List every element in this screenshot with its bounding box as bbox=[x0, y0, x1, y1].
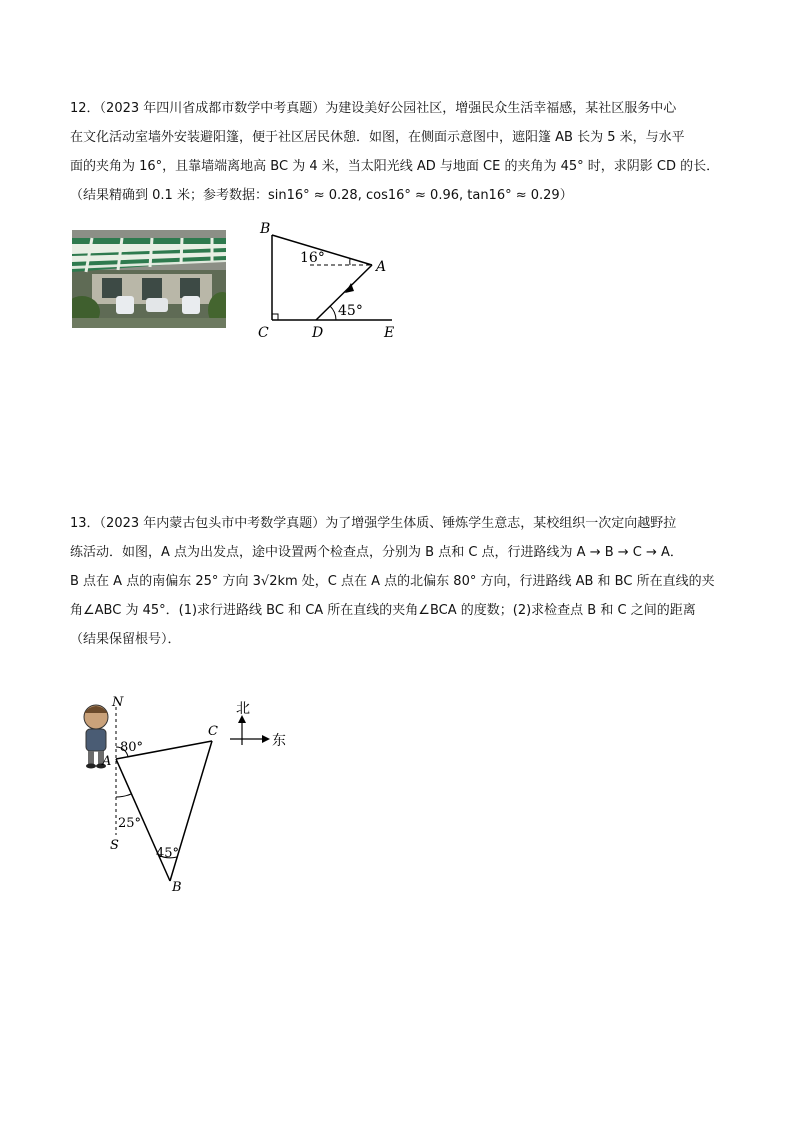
angle-80-label: 80° bbox=[120, 740, 144, 755]
q13-line-5: （结果保留根号）． bbox=[70, 632, 181, 647]
compass-north-label: 北 bbox=[236, 701, 250, 717]
question-12 bbox=[70, 94, 730, 210]
compass-east-label: 东 bbox=[272, 733, 286, 749]
awning-side-view-diagram bbox=[250, 215, 410, 345]
angle-45-label: 45° bbox=[338, 303, 363, 319]
q12-line-1: 12．（2023 年四川省成都市数学中考真题）为建设美好公园社区，增强民众生活幸福感，某社区服务中心 bbox=[70, 101, 677, 116]
q13-line-2: 练活动．如图，A 点为出发点，途中设置两个检查点，分别为 B 点和 C 点，行进路线为 A → B → C → A． bbox=[70, 545, 683, 560]
q12-line-2: 在文化活动室墙外安装避阳篷，便于社区居民休憩．如图，在侧面示意图中，遮阳篷 AB 长为 5 米，与水平 bbox=[70, 130, 685, 145]
question-13 bbox=[70, 509, 730, 654]
label-S: S bbox=[110, 838, 119, 853]
label-A: A bbox=[376, 259, 387, 275]
label-N: N bbox=[112, 695, 124, 710]
angle-25-label: 25° bbox=[118, 816, 142, 831]
label-B: B bbox=[260, 221, 271, 237]
q13-line-4: 角∠ABC 为 45°．(1)求行进路线 BC 和 CA 所在直线的夹角∠BCA 的度数；(2)求检查点 B 和 C 之间的距离 bbox=[70, 603, 696, 618]
awning-photo-illustration bbox=[72, 230, 226, 328]
label-D: D bbox=[312, 325, 324, 341]
label-A: A bbox=[102, 754, 112, 769]
label-E: E bbox=[384, 325, 395, 341]
q12-diagram bbox=[250, 215, 410, 345]
q13-diagram bbox=[72, 695, 312, 895]
angle-16-label: 16° bbox=[300, 250, 325, 266]
label-C: C bbox=[258, 325, 269, 341]
label-B: B bbox=[172, 880, 182, 895]
orienteering-route-diagram bbox=[72, 695, 312, 895]
q13-line-3: B 点在 A 点的南偏东 25° 方向 3√2km 处，C 点在 A 点的北偏东 80° 方向，行进路线 AB 和 BC 所在直线的夹 bbox=[70, 574, 715, 589]
awning-photo bbox=[72, 230, 226, 328]
q12-line-4: （结果精确到 0.1 米；参考数据：sin16° ≈ 0.28, cos16° ≈ 0.96, tan16° ≈ 0.29） bbox=[70, 188, 573, 203]
angle-45-label: 45° bbox=[156, 846, 180, 861]
q13-line-1: 13．（2023 年内蒙古包头市中考数学真题）为了增强学生体质、锤炼学生意志，某校组织一次定向越野拉 bbox=[70, 516, 677, 531]
q12-line-3: 面的夹角为 16°，且靠墙端离地高 BC 为 4 米，当太阳光线 AD 与地面 CE 的夹角为 45° 时，求阴影 CD 的长． bbox=[70, 159, 720, 174]
label-C: C bbox=[208, 724, 218, 739]
